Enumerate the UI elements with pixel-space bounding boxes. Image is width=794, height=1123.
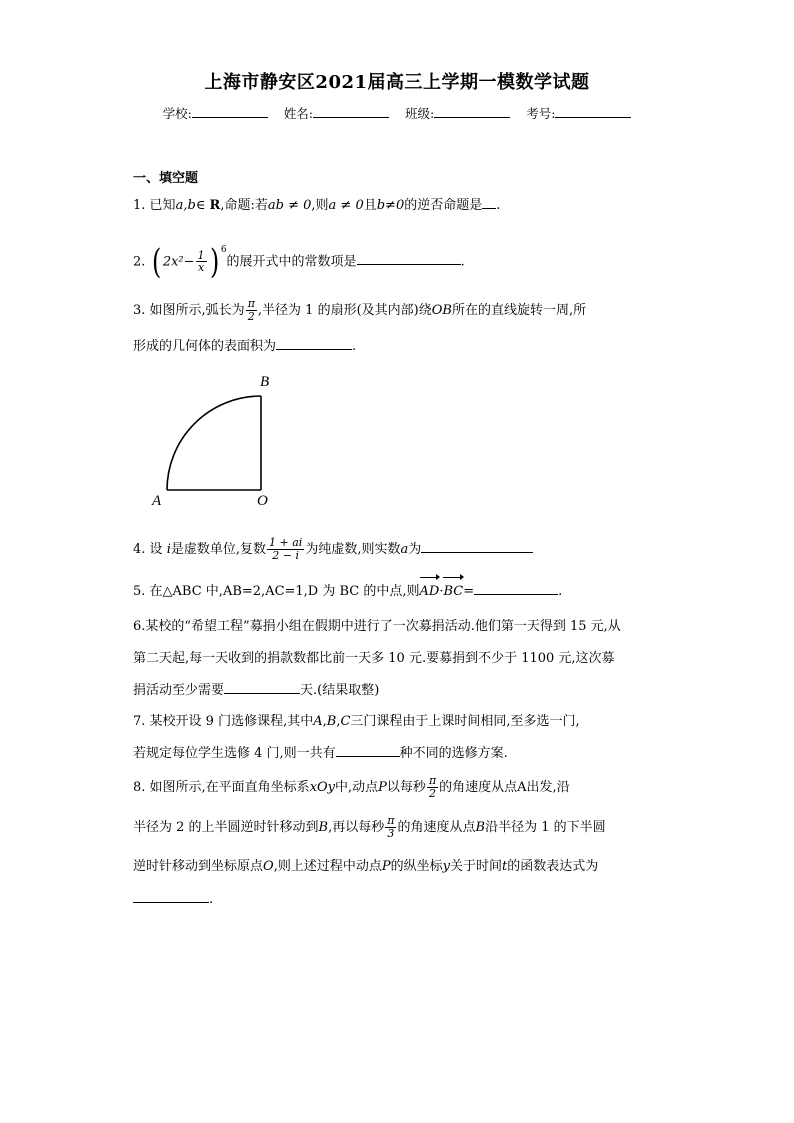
question-8-line-2: 半径为 2 的上半圆逆时针移动到B,再以每秒 $\frac{\pi}{3}$ 的角速度从点B沿半径为 1 的下半圆	[133, 814, 606, 840]
label-o: O	[257, 493, 268, 508]
class-label: 班级:	[404, 106, 435, 121]
question-1: 1. 已知a,b∈ R,命题:若ab ≠ 0,则a ≠ 0且b≠0的逆否命题是 .	[133, 198, 501, 213]
fraction: $\frac{\pi}{2}$	[247, 297, 255, 323]
answer-blank-5[interactable]	[474, 582, 558, 595]
arc	[167, 396, 261, 490]
question-4: 4. 设 i是虚数单位,复数 $\frac{1 + ai}{2 - i}$ 为纯虚数,则实数a为	[133, 532, 673, 568]
question-5: 5. 在△ABC 中,AB=2,AC=1,D 为 BC 的中点,则AD·BC= .	[133, 576, 673, 608]
fraction: $\frac{1 + ai}{2 - i}$	[269, 536, 303, 562]
answer-blank-3[interactable]	[276, 337, 352, 350]
label-b: B	[260, 374, 270, 390]
question-7: 7. 某校开设 9 门选修课程,其中A,B,C三门课程由于上课时间相同,至多选一门,	[133, 714, 580, 729]
answer-blank-4[interactable]	[421, 540, 533, 553]
exam-no-label: 考号:	[526, 106, 556, 121]
fraction: $\frac{1}{x}$	[197, 248, 205, 275]
question-8: 8. 如图所示,在平面直角坐标系xOy中,动点P以每秒 $\frac{\pi}{2}$ 的角速度从点A出发,沿	[133, 774, 570, 800]
question-8-line-4: .	[133, 884, 673, 916]
exam-no-blank[interactable]	[555, 105, 631, 118]
school-label: 学校:	[162, 106, 192, 121]
class-blank[interactable]	[434, 105, 510, 118]
question-2: 2. ( 2x²− $\frac{1}{x}$ ) $^6$的展开式中的常数项是 .	[133, 241, 465, 282]
question-6-line-3: 捐活动至少需要 天.(结果取整)	[133, 683, 380, 698]
answer-blank-1[interactable]	[482, 196, 496, 209]
vector-ad: AD	[420, 576, 440, 608]
question-7-line-2: 若规定每位学生选修 4 门,则一共有 种不同的选修方案.	[133, 746, 508, 761]
vector-bc: BC	[443, 576, 463, 608]
fraction: $\frac{\pi}{2}$	[428, 774, 437, 800]
question-6: 6.某校的“希望工程”募捐小组在假期中进行了一次募捐活动.他们第一天得到 15 元,从	[133, 619, 621, 634]
question-3: 3. 如图所示,弧长为 $\frac{\pi}{2}$ ,半径为 1 的扇形(及其内部)绕OB所在的直线旋转一周,所	[133, 297, 587, 323]
answer-blank-7[interactable]	[336, 744, 400, 757]
question-8-line-3: 逆时针移动到坐标原点O,则上述过程中动点P的纵坐标y关于时间t的函数表达式为	[133, 859, 599, 874]
section-heading: 一、填空题	[133, 171, 199, 186]
fraction: $\frac{\pi}{3}$	[387, 814, 395, 840]
label-a: A	[152, 493, 162, 508]
student-info-line	[0, 104, 794, 122]
name-label: 姓名:	[283, 106, 313, 121]
sector-figure	[150, 368, 290, 508]
answer-blank-2[interactable]	[357, 252, 461, 265]
school-blank[interactable]	[192, 105, 268, 118]
answer-blank-6[interactable]	[224, 681, 300, 694]
name-blank[interactable]	[313, 105, 389, 118]
answer-blank-8[interactable]	[133, 890, 209, 903]
question-3-line-2: 形成的几何体的表面积为 .	[133, 339, 357, 354]
question-6-line-2: 第二天起,每一天收到的捐款数都比前一天多 10 元.要募捐到不少于 1100 元,这次募	[133, 651, 615, 666]
page-title: 上海市静安区2021届高三上学期一模数学试题	[204, 72, 590, 93]
